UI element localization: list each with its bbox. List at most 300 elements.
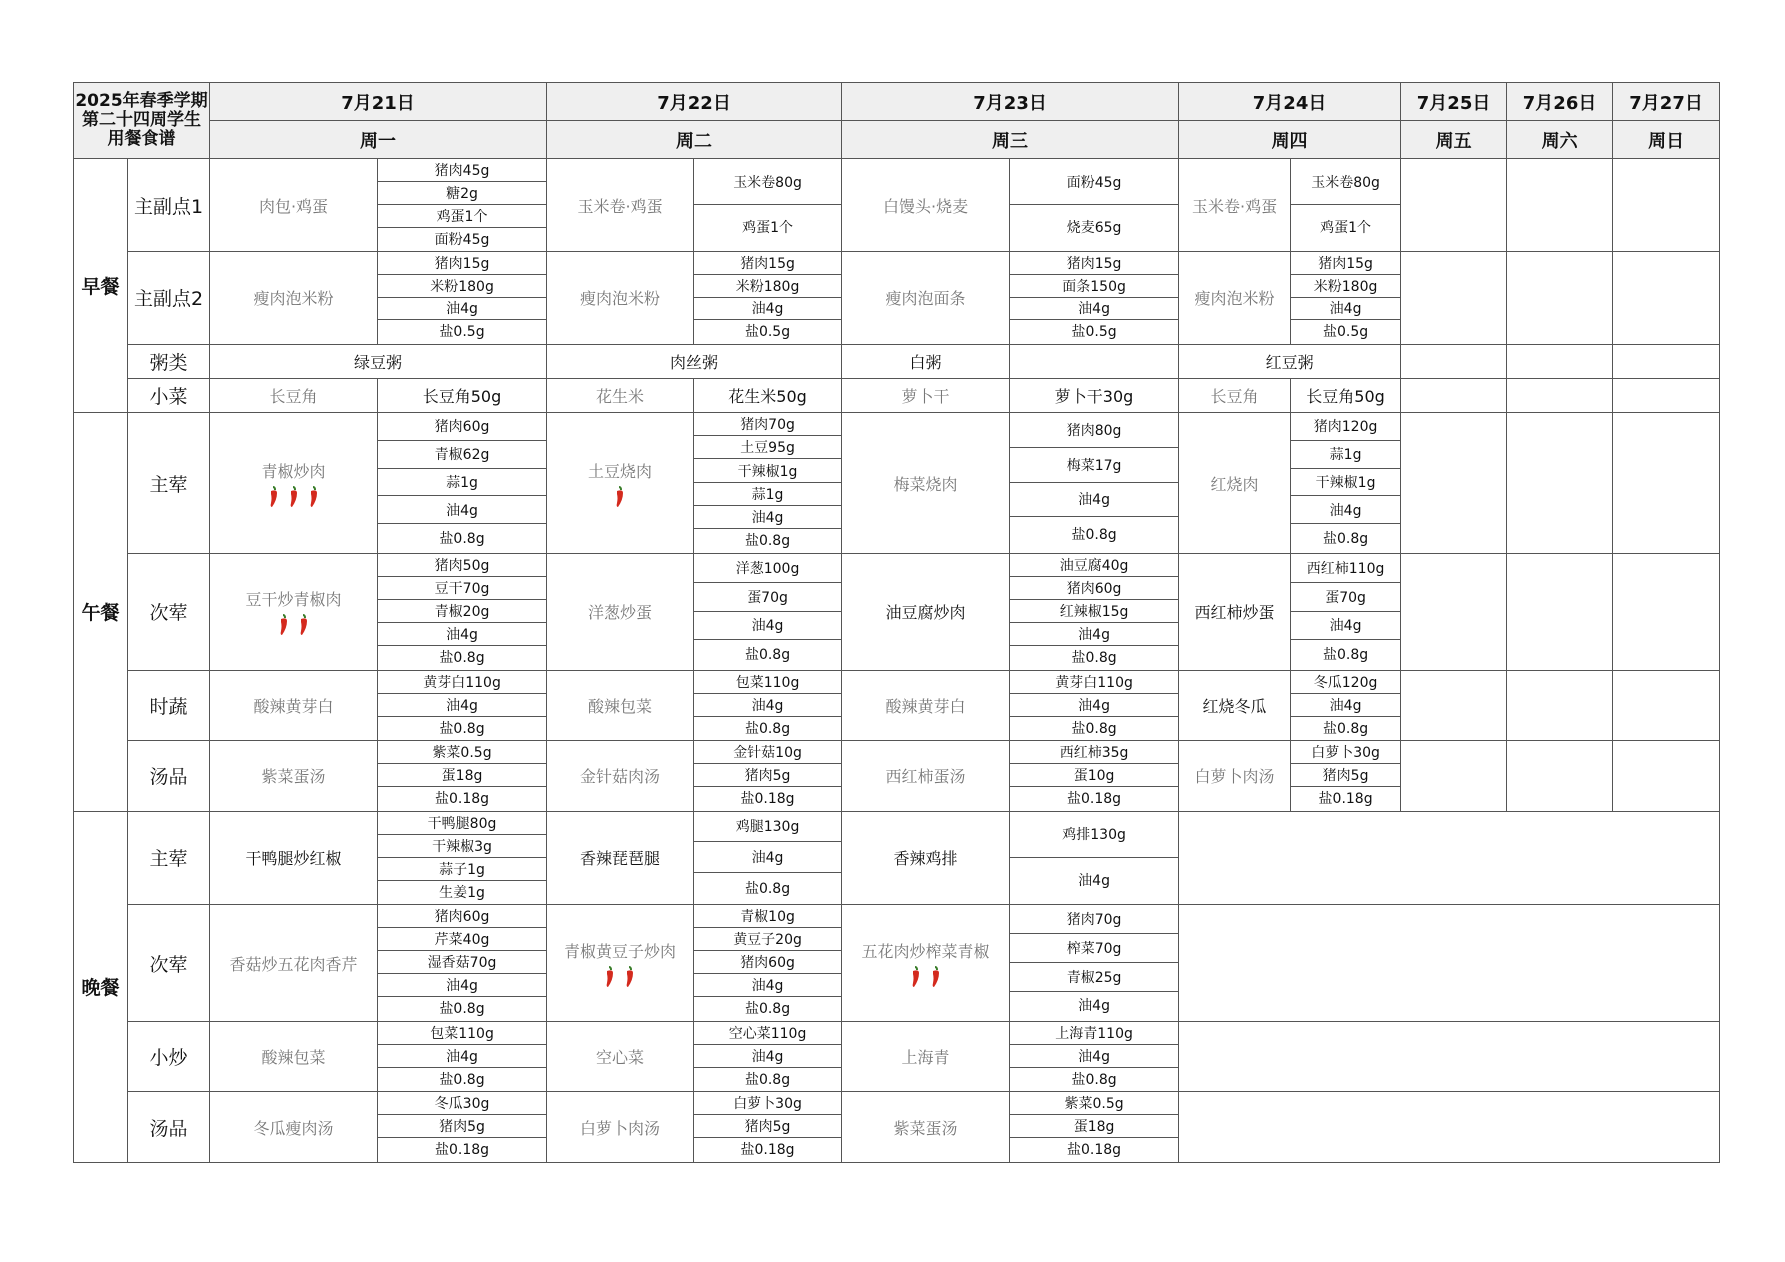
- pickle-dish: 长豆角: [1179, 378, 1291, 412]
- ingredient-list: [694, 671, 841, 739]
- ingredient: 蒜1g: [694, 482, 841, 505]
- dish-name-cell: [842, 1092, 1010, 1163]
- ingredient: 油4g: [694, 973, 841, 996]
- menu-title: 2025年春季学期第二十四周学生用餐食谱: [74, 83, 210, 159]
- ingredient-list: [694, 1092, 841, 1160]
- menu-row: [74, 811, 1720, 905]
- ingredients-cell: [1010, 670, 1179, 740]
- dish-name-cell: [842, 811, 1010, 905]
- empty-cell: [1507, 554, 1613, 671]
- ingredient-list: [378, 741, 546, 809]
- ingredient-list: [694, 905, 841, 1019]
- dish-name-cell: [210, 811, 378, 905]
- ingredient: 猪肉5g: [694, 763, 841, 786]
- menu-row: [74, 344, 1720, 378]
- ingredient: 蛋18g: [1010, 1114, 1178, 1137]
- ingredient: 油4g: [694, 505, 841, 528]
- header-row-weekdays: [74, 121, 1720, 159]
- ingredient-list: [694, 252, 841, 342]
- day-date: 7月27日: [1613, 83, 1720, 121]
- dish-name-cell: [842, 905, 1010, 1022]
- ingredients-cell: [694, 1092, 842, 1163]
- empty-cell: [1179, 905, 1720, 1022]
- ingredients-cell: [378, 811, 547, 905]
- empty-cell: [1179, 1092, 1720, 1163]
- ingredient: 油4g: [1010, 857, 1178, 903]
- dish-name-cell: [547, 413, 694, 554]
- ingredient: 猪肉120g: [1313, 419, 1378, 436]
- dish-name-cell: [210, 1022, 378, 1092]
- ingredient: 盐0.8g: [694, 528, 841, 551]
- dish-name: 酸辣包菜: [588, 696, 653, 716]
- ingredient: 黄芽白110g: [423, 674, 501, 691]
- chili-pepper-icon: [614, 486, 626, 508]
- ingredient: 盐0.18g: [1010, 786, 1178, 809]
- ingredient: 榨菜70g: [1010, 933, 1178, 962]
- category-label: 主荤: [128, 811, 210, 905]
- chili-pepper-icon: [298, 614, 310, 636]
- empty-cell: [1179, 1022, 1720, 1092]
- ingredient: 油4g: [694, 1044, 841, 1067]
- empty-cell: [1401, 378, 1507, 412]
- dish-name: 白萝卜肉汤: [580, 1118, 661, 1138]
- ingredient: 金针菇10g: [733, 745, 802, 762]
- ingredient: 油4g: [1291, 611, 1400, 640]
- ingredient: 盐0.5g: [378, 319, 546, 342]
- ingredient: 盐0.8g: [1010, 645, 1178, 668]
- ingredient-list: [378, 671, 546, 739]
- ingredient: 油4g: [694, 841, 841, 872]
- menu-row: [74, 413, 1720, 554]
- spicy-level: [842, 966, 1009, 988]
- pickle-ingredient: 长豆角50g: [378, 378, 547, 412]
- empty-cell: [1507, 252, 1613, 345]
- spicy-level: [210, 486, 377, 508]
- ingredients-cell: [1291, 413, 1401, 554]
- ingredient: 盐0.5g: [694, 319, 841, 342]
- empty-cell: [1179, 811, 1720, 905]
- ingredient: 盐0.8g: [694, 1067, 841, 1090]
- ingredient: 黄豆子20g: [694, 927, 841, 950]
- ingredient: 鸡蛋1个: [1291, 204, 1400, 250]
- ingredient: 鸡排130g: [1062, 827, 1126, 844]
- ingredient: 油4g: [1010, 622, 1178, 645]
- ingredient: 冬瓜30g: [434, 1096, 490, 1113]
- ingredient: 猪肉15g: [434, 255, 490, 272]
- ingredients-cell: [378, 1092, 547, 1163]
- dish-name: 酸辣包菜: [261, 1048, 326, 1068]
- ingredient: 鸡蛋1个: [378, 204, 546, 227]
- ingredient-list: [1291, 413, 1400, 551]
- ingredients-cell: [1010, 159, 1179, 252]
- ingredients-cell: [1010, 741, 1179, 811]
- porridge: 绿豆粥: [210, 344, 547, 378]
- empty-cell: [1613, 252, 1720, 345]
- ingredient: 面条150g: [1010, 274, 1178, 297]
- ingredient-list: [1010, 1022, 1178, 1090]
- chili-pepper-icon: [604, 966, 616, 988]
- category-label: 主副点1: [128, 159, 210, 252]
- ingredients-cell: [378, 413, 547, 554]
- ingredients-cell: [1291, 741, 1401, 811]
- dish-name-cell: [210, 554, 378, 671]
- empty-cell: [1507, 378, 1613, 412]
- ingredient: 白萝卜30g: [1311, 745, 1380, 762]
- pickle-dish: 长豆角: [210, 378, 378, 412]
- ingredients-cell: [694, 811, 842, 905]
- ingredient: 西红柿110g: [1306, 560, 1385, 577]
- dish-name-cell: [842, 252, 1010, 345]
- ingredient: 西红柿35g: [1059, 745, 1129, 762]
- ingredient: 猪肉80g: [1066, 422, 1122, 439]
- ingredient: 盐0.8g: [1291, 639, 1400, 668]
- ingredient: 面粉45g: [1066, 174, 1122, 191]
- category-label: 汤品: [128, 1092, 210, 1163]
- ingredient: 蒜1g: [378, 468, 546, 496]
- ingredient: 猪肉60g: [434, 909, 490, 926]
- empty-cell: [1010, 344, 1179, 378]
- dish-name: 紫菜蛋汤: [261, 767, 326, 787]
- empty-cell: [1401, 741, 1507, 811]
- ingredient: 猪肉15g: [1066, 255, 1122, 272]
- menu-row: [74, 252, 1720, 345]
- dish-name: 西红柿炒蛋: [1194, 603, 1275, 623]
- dish-name-cell: [210, 741, 378, 811]
- ingredient: 冬瓜120g: [1313, 674, 1378, 691]
- category-label: 主荤: [128, 413, 210, 554]
- ingredient: 蒜1g: [1291, 440, 1400, 468]
- ingredient: 油4g: [694, 693, 841, 716]
- ingredient: 猪肉15g: [740, 255, 795, 272]
- menu-row: [74, 1022, 1720, 1092]
- dish-name: 瘦肉泡米粉: [1194, 289, 1275, 309]
- ingredients-cell: [694, 159, 842, 252]
- ingredient: 湿香菇70g: [378, 950, 546, 973]
- ingredient: 猪肉60g: [694, 950, 841, 973]
- ingredient: 蛋18g: [378, 763, 546, 786]
- empty-cell: [1507, 159, 1613, 252]
- ingredient: 油4g: [378, 495, 546, 523]
- dish-name-cell: [842, 741, 1010, 811]
- ingredients-cell: [378, 905, 547, 1022]
- ingredient: 干鸭腿80g: [427, 815, 497, 832]
- ingredient: 生姜1g: [378, 880, 546, 903]
- ingredient: 土豆95g: [694, 435, 841, 458]
- ingredient: 盐0.8g: [1010, 516, 1178, 551]
- ingredient: 米粉180g: [1291, 274, 1400, 297]
- ingredient: 盐0.18g: [378, 1137, 546, 1160]
- empty-cell: [1401, 252, 1507, 345]
- ingredient: 盐0.8g: [378, 716, 546, 739]
- ingredient-list: [378, 252, 546, 342]
- dish-name: 紫菜蛋汤: [893, 1118, 958, 1138]
- empty-cell: [1613, 554, 1720, 671]
- ingredient: 盐0.18g: [1010, 1137, 1178, 1160]
- ingredient: 油4g: [1291, 495, 1400, 523]
- ingredients-cell: [694, 670, 842, 740]
- dish-name: 五花肉炒榨菜青椒: [861, 941, 990, 961]
- ingredient: 猪肉15g: [1318, 255, 1373, 272]
- ingredient-list: [694, 741, 841, 809]
- ingredient-list: [378, 1092, 546, 1160]
- ingredients-cell: [378, 670, 547, 740]
- day-weekday: 周三: [842, 121, 1179, 159]
- dish-name: 瘦肉泡米粉: [253, 289, 334, 309]
- ingredient: 干辣椒3g: [378, 834, 546, 857]
- ingredient: 盐0.8g: [378, 523, 546, 551]
- ingredient-list: [378, 905, 546, 1019]
- dish-name-cell: [547, 905, 694, 1022]
- ingredient-list: [378, 159, 546, 249]
- ingredients-cell: [378, 741, 547, 811]
- ingredients-cell: [694, 1022, 842, 1092]
- ingredient: 油4g: [1010, 1044, 1178, 1067]
- dish-name-cell: [210, 905, 378, 1022]
- ingredient: 油4g: [1291, 693, 1400, 716]
- ingredients-cell: [1010, 811, 1179, 905]
- dish-name: 香辣鸡排: [893, 849, 958, 869]
- ingredient: 盐0.8g: [378, 1067, 546, 1090]
- dish-name: 油豆腐炒肉: [885, 603, 966, 623]
- ingredient: 油4g: [1291, 297, 1400, 320]
- dish-name: 酸辣黄芽白: [885, 696, 966, 716]
- ingredient: 油4g: [378, 693, 546, 716]
- ingredient: 盐0.8g: [1291, 523, 1400, 551]
- menu-row: [74, 741, 1720, 811]
- ingredient: 盐0.18g: [378, 786, 546, 809]
- dish-name: 干鸭腿炒红椒: [245, 849, 342, 869]
- ingredient: 青椒20g: [378, 599, 546, 622]
- dish-name-cell: [1179, 159, 1291, 252]
- category-label: 小菜: [128, 378, 210, 412]
- chili-pepper-icon: [268, 486, 280, 508]
- ingredient-list: [1291, 554, 1400, 668]
- dish-name-cell: [842, 413, 1010, 554]
- pickle-dish: 花生米: [547, 378, 694, 412]
- empty-cell: [1613, 741, 1720, 811]
- menu-row: [74, 670, 1720, 740]
- dish-name-cell: [547, 1022, 694, 1092]
- ingredient: 蒜子1g: [378, 857, 546, 880]
- porridge: 肉丝粥: [547, 344, 842, 378]
- dish-name-cell: [842, 670, 1010, 740]
- ingredient: 黄芽白110g: [1055, 674, 1133, 691]
- dish-name: 青椒炒肉: [261, 461, 326, 481]
- ingredient-list: [378, 413, 546, 551]
- ingredients-cell: [694, 554, 842, 671]
- ingredient-list: [694, 413, 841, 551]
- day-weekday: 周四: [1179, 121, 1401, 159]
- ingredient-list: [1291, 159, 1400, 249]
- day-date: 7月26日: [1507, 83, 1613, 121]
- dish-name-cell: [547, 554, 694, 671]
- ingredient: 盐0.18g: [1291, 786, 1400, 809]
- ingredient: 上海青110g: [1055, 1026, 1133, 1042]
- ingredient: 盐0.8g: [378, 645, 546, 668]
- dish-name-cell: [1179, 554, 1291, 671]
- ingredient: 盐0.18g: [694, 786, 841, 809]
- ingredient: 油4g: [378, 1044, 546, 1067]
- dish-name-cell: [210, 670, 378, 740]
- day-date: 7月23日: [842, 83, 1179, 121]
- ingredients-cell: [694, 905, 842, 1022]
- dish-name: 空心菜: [596, 1048, 645, 1068]
- empty-cell: [1507, 344, 1613, 378]
- empty-cell: [1401, 670, 1507, 740]
- ingredient: 猪肉60g: [434, 419, 490, 436]
- ingredient: 糖2g: [378, 181, 546, 204]
- ingredient: 油4g: [378, 622, 546, 645]
- ingredient-list: [1010, 413, 1178, 551]
- day-weekday: 周一: [210, 121, 547, 159]
- ingredient: 白萝卜30g: [733, 1096, 802, 1113]
- dish-name: 红烧冬瓜: [1202, 696, 1267, 716]
- menu-table: [73, 82, 1720, 1163]
- menu-row: [74, 378, 1720, 412]
- ingredient-list: [1010, 1092, 1178, 1160]
- ingredient: 紫菜0.5g: [1064, 1096, 1124, 1113]
- dish-name: 香辣琵琶腿: [580, 849, 661, 869]
- ingredients-cell: [378, 1022, 547, 1092]
- dish-name: 豆干炒青椒肉: [245, 590, 342, 610]
- meal-label: 早餐: [74, 159, 128, 413]
- ingredients-cell: [1291, 159, 1401, 252]
- chili-pepper-icon: [308, 486, 320, 508]
- day-date: 7月21日: [210, 83, 547, 121]
- ingredient-list: [378, 1022, 546, 1090]
- ingredient: 盐0.5g: [1010, 319, 1178, 342]
- ingredients-cell: [378, 554, 547, 671]
- ingredient: 油4g: [378, 297, 546, 320]
- ingredient: 盐0.8g: [694, 996, 841, 1019]
- ingredient: 盐0.8g: [694, 639, 841, 668]
- ingredient: 猪肉70g: [1066, 912, 1122, 929]
- day-date: 7月24日: [1179, 83, 1401, 121]
- category-label: 粥类: [128, 344, 210, 378]
- day-weekday: 周二: [547, 121, 842, 159]
- chili-pepper-icon: [278, 614, 290, 636]
- ingredient: 梅菜17g: [1010, 447, 1178, 482]
- dish-name-cell: [1179, 413, 1291, 554]
- category-label: 次荤: [128, 905, 210, 1022]
- dish-name: 冬瓜瘦肉汤: [253, 1118, 334, 1138]
- meal-label: 晚餐: [74, 811, 128, 1162]
- dish-name: 瘦肉泡面条: [885, 289, 966, 309]
- dish-name: 瘦肉泡米粉: [580, 289, 661, 309]
- empty-cell: [1613, 413, 1720, 554]
- ingredient: 油4g: [1010, 482, 1178, 517]
- ingredient: 盐0.8g: [694, 716, 841, 739]
- ingredient: 青椒25g: [1010, 962, 1178, 991]
- chili-pepper-icon: [624, 966, 636, 988]
- dish-name-cell: [210, 159, 378, 252]
- day-weekday: 周五: [1401, 121, 1507, 159]
- ingredient-list: [694, 554, 841, 668]
- ingredient-list: [694, 159, 841, 249]
- header-row-dates: [74, 83, 1720, 121]
- dish-name: 白馒头·烧麦: [883, 196, 969, 216]
- porridge: 白粥: [842, 344, 1010, 378]
- ingredient-list: [378, 812, 546, 903]
- meal-label: 午餐: [74, 413, 128, 812]
- dish-name: 玉米卷·鸡蛋: [577, 196, 663, 216]
- ingredient: 鸡蛋1个: [694, 204, 841, 250]
- dish-name: 上海青: [901, 1048, 950, 1068]
- ingredient: 干辣椒1g: [1291, 468, 1400, 496]
- ingredient: 油4g: [1010, 297, 1178, 320]
- chili-pepper-icon: [930, 966, 942, 988]
- ingredient: 盐0.8g: [1291, 716, 1400, 739]
- dish-name-cell: [842, 1022, 1010, 1092]
- dish-name-cell: [547, 741, 694, 811]
- ingredient: 蛋70g: [1291, 582, 1400, 611]
- ingredient: 青椒10g: [740, 909, 795, 926]
- ingredient: 油4g: [694, 297, 841, 320]
- ingredient-list: [1010, 671, 1178, 739]
- menu-row: [74, 905, 1720, 1022]
- ingredients-cell: [378, 159, 547, 252]
- ingredient: 玉米卷80g: [733, 174, 802, 191]
- spicy-level: [547, 486, 693, 508]
- empty-cell: [1507, 741, 1613, 811]
- empty-cell: [1613, 159, 1720, 252]
- ingredient: 猪肉50g: [434, 558, 490, 574]
- dish-name-cell: [547, 252, 694, 345]
- dish-name-cell: [210, 252, 378, 345]
- ingredients-cell: [1291, 252, 1401, 345]
- ingredient-list: [1010, 741, 1178, 809]
- ingredient: 洋葱100g: [735, 560, 800, 577]
- ingredient: 青椒62g: [378, 440, 546, 468]
- category-label: 汤品: [128, 741, 210, 811]
- ingredient: 蛋10g: [1010, 763, 1178, 786]
- ingredient-list: [378, 554, 546, 668]
- pickle-ingredient: 花生米50g: [694, 378, 842, 412]
- dish-name: 金针菇肉汤: [580, 767, 661, 787]
- dish-name-cell: [547, 811, 694, 905]
- dish-name-cell: [547, 159, 694, 252]
- ingredient-list: [1010, 252, 1178, 342]
- ingredient: 猪肉5g: [1291, 763, 1400, 786]
- empty-cell: [1401, 554, 1507, 671]
- ingredient: 盐0.5g: [1291, 319, 1400, 342]
- ingredient: 盐0.8g: [694, 872, 841, 903]
- ingredient: 油豆腐40g: [1059, 558, 1129, 574]
- ingredients-cell: [694, 741, 842, 811]
- dish-name-cell: [210, 1092, 378, 1163]
- pickle-dish: 萝卜干: [842, 378, 1010, 412]
- empty-cell: [1613, 670, 1720, 740]
- ingredient: 猪肉5g: [694, 1114, 841, 1137]
- pickle-ingredient: 萝卜干30g: [1010, 378, 1179, 412]
- dish-name: 土豆烧肉: [588, 461, 653, 481]
- ingredient: 油4g: [1010, 693, 1178, 716]
- porridge: 红豆粥: [1179, 344, 1401, 378]
- menu-row: [74, 1092, 1720, 1163]
- ingredient-list: [694, 1022, 841, 1090]
- ingredients-cell: [1010, 1092, 1179, 1163]
- ingredient: 油4g: [694, 611, 841, 640]
- ingredient: 包菜110g: [430, 1026, 494, 1042]
- spicy-level: [210, 614, 377, 636]
- chili-pepper-icon: [288, 486, 300, 508]
- empty-cell: [1401, 159, 1507, 252]
- ingredient: 米粉180g: [694, 274, 841, 297]
- ingredient: 豆干70g: [378, 576, 546, 599]
- ingredient: 烧麦65g: [1010, 204, 1178, 250]
- ingredient-list: [1010, 554, 1178, 668]
- ingredients-cell: [1010, 905, 1179, 1022]
